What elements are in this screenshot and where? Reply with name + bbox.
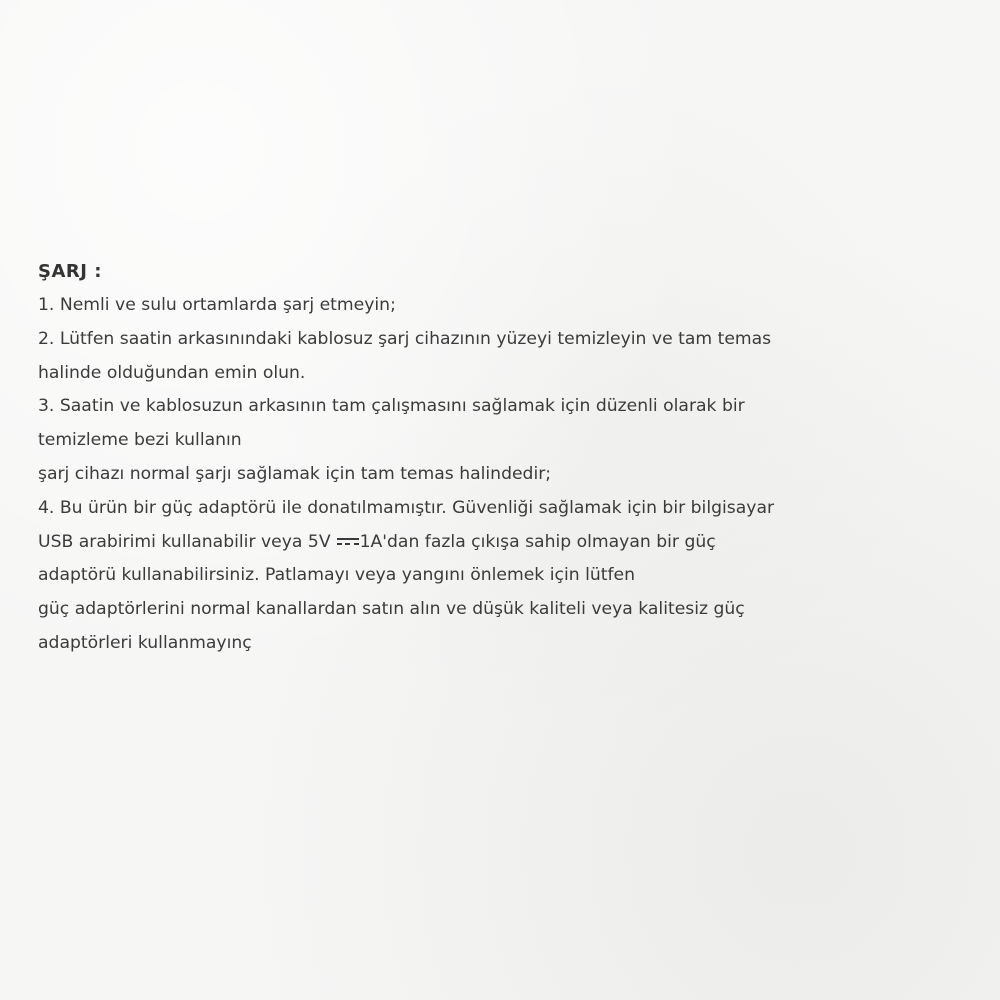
text-line: 3. Saatin ve kablosuzun arkasının tam çalışmasını sağlamak için düzenli olarak bir: [38, 396, 745, 417]
text-line: 4. Bu ürün bir güç adaptörü ile donatılmamıştır. Güvenliği sağlamak için bir bilgisayar: [38, 497, 775, 518]
text-line: güç adaptörlerini normal kanallardan satın alın ve düşük kaliteli veya kalitesiz güç: [38, 599, 745, 620]
text-line: temizleme bezi kullanın: [38, 430, 242, 451]
usb-line-after: 1A'dan fazla çıkışa sahip olmayan bir güç: [359, 531, 716, 552]
text-line: 1. Nemli ve sulu ortamlarda şarj etmeyin;: [38, 295, 396, 315]
text-line: adaptörleri kullanmayınç: [38, 632, 252, 653]
text-line: şarj cihazı normal şarjı sağlamak için tam temas halindedir;: [38, 463, 552, 484]
usb-line-before: USB arabirimi kullanabilir veya 5V: [38, 531, 331, 552]
section-heading: ŞARJ :: [38, 261, 102, 282]
document-page: [38, 257, 978, 662]
text-line: adaptörü kullanabilirsiniz. Patlamayı veya yangını önlemek için lütfen: [38, 565, 635, 586]
dc-current-icon: [337, 537, 359, 547]
usb-text-line: [38, 527, 978, 557]
text-line: halinde olduğundan emin olun.: [38, 362, 306, 383]
text-line: 2. Lütfen saatin arkasınındaki kablosuz şarj cihazının yüzeyi temizleyin ve tam temas: [38, 328, 772, 349]
